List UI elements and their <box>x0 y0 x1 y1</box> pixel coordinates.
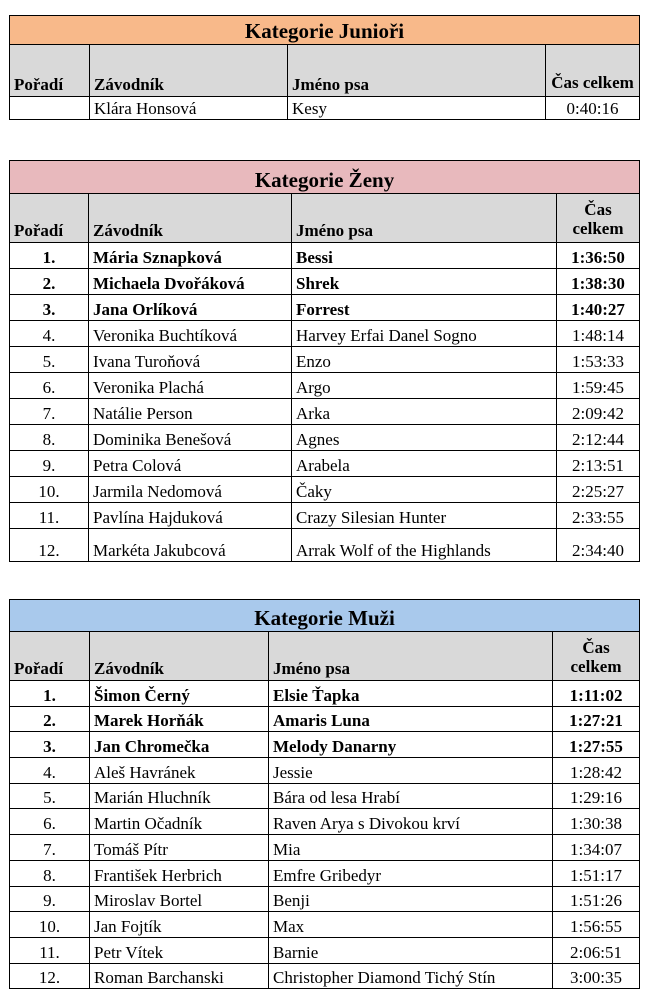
category-title: Kategorie Ženy <box>10 161 640 194</box>
cell-time: 1:59:45 <box>557 373 640 399</box>
table-muzi <box>9 599 640 989</box>
cell-racer: František Herbrich <box>90 860 269 886</box>
table-row <box>10 269 640 295</box>
table-juniori <box>9 15 640 120</box>
cell-rank: 4. <box>10 758 90 784</box>
cell-rank: 8. <box>10 860 90 886</box>
cell-racer: Petr Vítek <box>90 937 269 963</box>
cell-time: 1:27:21 <box>553 706 640 732</box>
cell-dog: Raven Arya s Divokou krví <box>269 809 553 835</box>
header-dog: Jméno psa <box>288 45 546 97</box>
table-row <box>10 529 640 562</box>
cell-racer: Martin Očadník <box>90 809 269 835</box>
cell-rank: 7. <box>10 835 90 861</box>
cell-racer: Jarmila Nedomová <box>89 477 292 503</box>
cell-racer: Šimon Černý <box>90 681 269 707</box>
header-rank: Pořadí <box>10 632 90 681</box>
cell-time: 1:51:26 <box>553 886 640 912</box>
table-zeny <box>9 160 640 562</box>
cell-time: 1:56:55 <box>553 912 640 938</box>
cell-time: 3:00:35 <box>553 963 640 989</box>
cell-time: 2:06:51 <box>553 937 640 963</box>
cell-time: 1:29:16 <box>553 783 640 809</box>
cell-racer: Marián Hluchník <box>90 783 269 809</box>
table-row <box>10 503 640 529</box>
cell-time: 1:28:42 <box>553 758 640 784</box>
table-row <box>10 295 640 321</box>
cell-dog: Shrek <box>292 269 557 295</box>
cell-dog: Benji <box>269 886 553 912</box>
cell-dog: Bessi <box>292 243 557 269</box>
cell-racer: Markéta Jakubcová <box>89 529 292 562</box>
cell-time: 1:53:33 <box>557 347 640 373</box>
table-row <box>10 243 640 269</box>
category-title: Kategorie Junioři <box>10 16 640 45</box>
cell-rank: 4. <box>10 321 89 347</box>
cell-dog: Melody Danarny <box>269 732 553 758</box>
header-racer: Závodník <box>90 632 269 681</box>
cell-dog: Jessie <box>269 758 553 784</box>
cell-rank: 7. <box>10 399 89 425</box>
cell-rank: 5. <box>10 783 90 809</box>
cell-dog: Arka <box>292 399 557 425</box>
cell-racer: Aleš Havránek <box>90 758 269 784</box>
cell-rank: 2. <box>10 269 89 295</box>
cell-rank: 12. <box>10 963 90 989</box>
table-row <box>10 732 640 758</box>
cell-rank: 6. <box>10 809 90 835</box>
cell-time: 1:51:17 <box>553 860 640 886</box>
cell-racer: Jan Fojtík <box>90 912 269 938</box>
cell-rank: 11. <box>10 503 89 529</box>
cell-time: 0:40:16 <box>546 97 640 120</box>
cell-racer: Roman Barchanski <box>90 963 269 989</box>
cell-dog: Forrest <box>292 295 557 321</box>
table-row <box>10 451 640 477</box>
cell-time: 1:11:02 <box>553 681 640 707</box>
cell-dog: Čaky <box>292 477 557 503</box>
cell-dog: Barnie <box>269 937 553 963</box>
cell-racer: Tomáš Pítr <box>90 835 269 861</box>
cell-dog: Crazy Silesian Hunter <box>292 503 557 529</box>
table-row <box>10 347 640 373</box>
cell-racer: Dominika Benešová <box>89 425 292 451</box>
cell-time: 2:33:55 <box>557 503 640 529</box>
header-racer: Závodník <box>89 194 292 243</box>
cell-rank: 10. <box>10 477 89 503</box>
cell-racer: Klára Honsová <box>90 97 288 120</box>
header-dog: Jméno psa <box>269 632 553 681</box>
cell-time: 1:27:55 <box>553 732 640 758</box>
table-row <box>10 912 640 938</box>
table-row <box>10 860 640 886</box>
table-row <box>10 399 640 425</box>
cell-time: 1:48:14 <box>557 321 640 347</box>
cell-racer: Veronika Plachá <box>89 373 292 399</box>
cell-dog: Mia <box>269 835 553 861</box>
cell-rank: 1. <box>10 681 90 707</box>
cell-time: 1:36:50 <box>557 243 640 269</box>
table-row <box>10 886 640 912</box>
table-row <box>10 425 640 451</box>
cell-dog: Harvey Erfai Danel Sogno <box>292 321 557 347</box>
cell-dog: Amaris Luna <box>269 706 553 732</box>
cell-rank: 3. <box>10 732 90 758</box>
cell-dog: Christopher Diamond Tichý Stín <box>269 963 553 989</box>
table-row <box>10 783 640 809</box>
table-row <box>10 835 640 861</box>
cell-racer: Miroslav Bortel <box>90 886 269 912</box>
header-dog: Jméno psa <box>292 194 557 243</box>
cell-racer: Michaela Dvořáková <box>89 269 292 295</box>
cell-time: 2:12:44 <box>557 425 640 451</box>
cell-racer: Natálie Person <box>89 399 292 425</box>
cell-dog: Max <box>269 912 553 938</box>
table-row <box>10 809 640 835</box>
cell-time: 2:13:51 <box>557 451 640 477</box>
cell-time: 2:25:27 <box>557 477 640 503</box>
cell-time: 1:40:27 <box>557 295 640 321</box>
cell-rank: 5. <box>10 347 89 373</box>
table-row <box>10 963 640 989</box>
header-time: Čas celkem <box>546 45 640 97</box>
cell-rank: 8. <box>10 425 89 451</box>
cell-racer: Veronika Buchtíková <box>89 321 292 347</box>
cell-dog: Enzo <box>292 347 557 373</box>
cell-rank: 10. <box>10 912 90 938</box>
header-rank: Pořadí <box>10 45 90 97</box>
table-row <box>10 373 640 399</box>
header-racer: Závodník <box>90 45 288 97</box>
table-row <box>10 321 640 347</box>
table-row <box>10 477 640 503</box>
cell-rank: 6. <box>10 373 89 399</box>
cell-racer: Marek Horňák <box>90 706 269 732</box>
cell-racer: Petra Colová <box>89 451 292 477</box>
cell-rank: 9. <box>10 886 90 912</box>
cell-rank: 11. <box>10 937 90 963</box>
cell-time: 1:34:07 <box>553 835 640 861</box>
cell-time: 1:38:30 <box>557 269 640 295</box>
cell-time: 2:09:42 <box>557 399 640 425</box>
table-row <box>10 706 640 732</box>
cell-racer: Jana Orlíková <box>89 295 292 321</box>
cell-dog: Arrak Wolf of the Highlands <box>292 529 557 562</box>
header-time: Čas celkem <box>557 194 640 243</box>
cell-racer: Jan Chromečka <box>90 732 269 758</box>
cell-racer: Mária Sznapková <box>89 243 292 269</box>
cell-rank: 9. <box>10 451 89 477</box>
table-row <box>10 758 640 784</box>
cell-rank <box>10 97 90 120</box>
cell-dog: Bára od lesa Hrabí <box>269 783 553 809</box>
cell-racer: Pavlína Hajduková <box>89 503 292 529</box>
cell-rank: 3. <box>10 295 89 321</box>
cell-racer: Ivana Turoňová <box>89 347 292 373</box>
header-rank: Pořadí <box>10 194 89 243</box>
cell-rank: 2. <box>10 706 90 732</box>
cell-dog: Elsie Ťapka <box>269 681 553 707</box>
cell-time: 2:34:40 <box>557 529 640 562</box>
category-title: Kategorie Muži <box>10 600 640 632</box>
header-time: Čas celkem <box>553 632 640 681</box>
cell-time: 1:30:38 <box>553 809 640 835</box>
cell-rank: 1. <box>10 243 89 269</box>
cell-dog: Kesy <box>288 97 546 120</box>
cell-dog: Emfre Gribedyr <box>269 860 553 886</box>
cell-dog: Agnes <box>292 425 557 451</box>
table-row <box>10 937 640 963</box>
cell-dog: Arabela <box>292 451 557 477</box>
table-row <box>10 681 640 707</box>
cell-rank: 12. <box>10 529 89 562</box>
cell-dog: Argo <box>292 373 557 399</box>
